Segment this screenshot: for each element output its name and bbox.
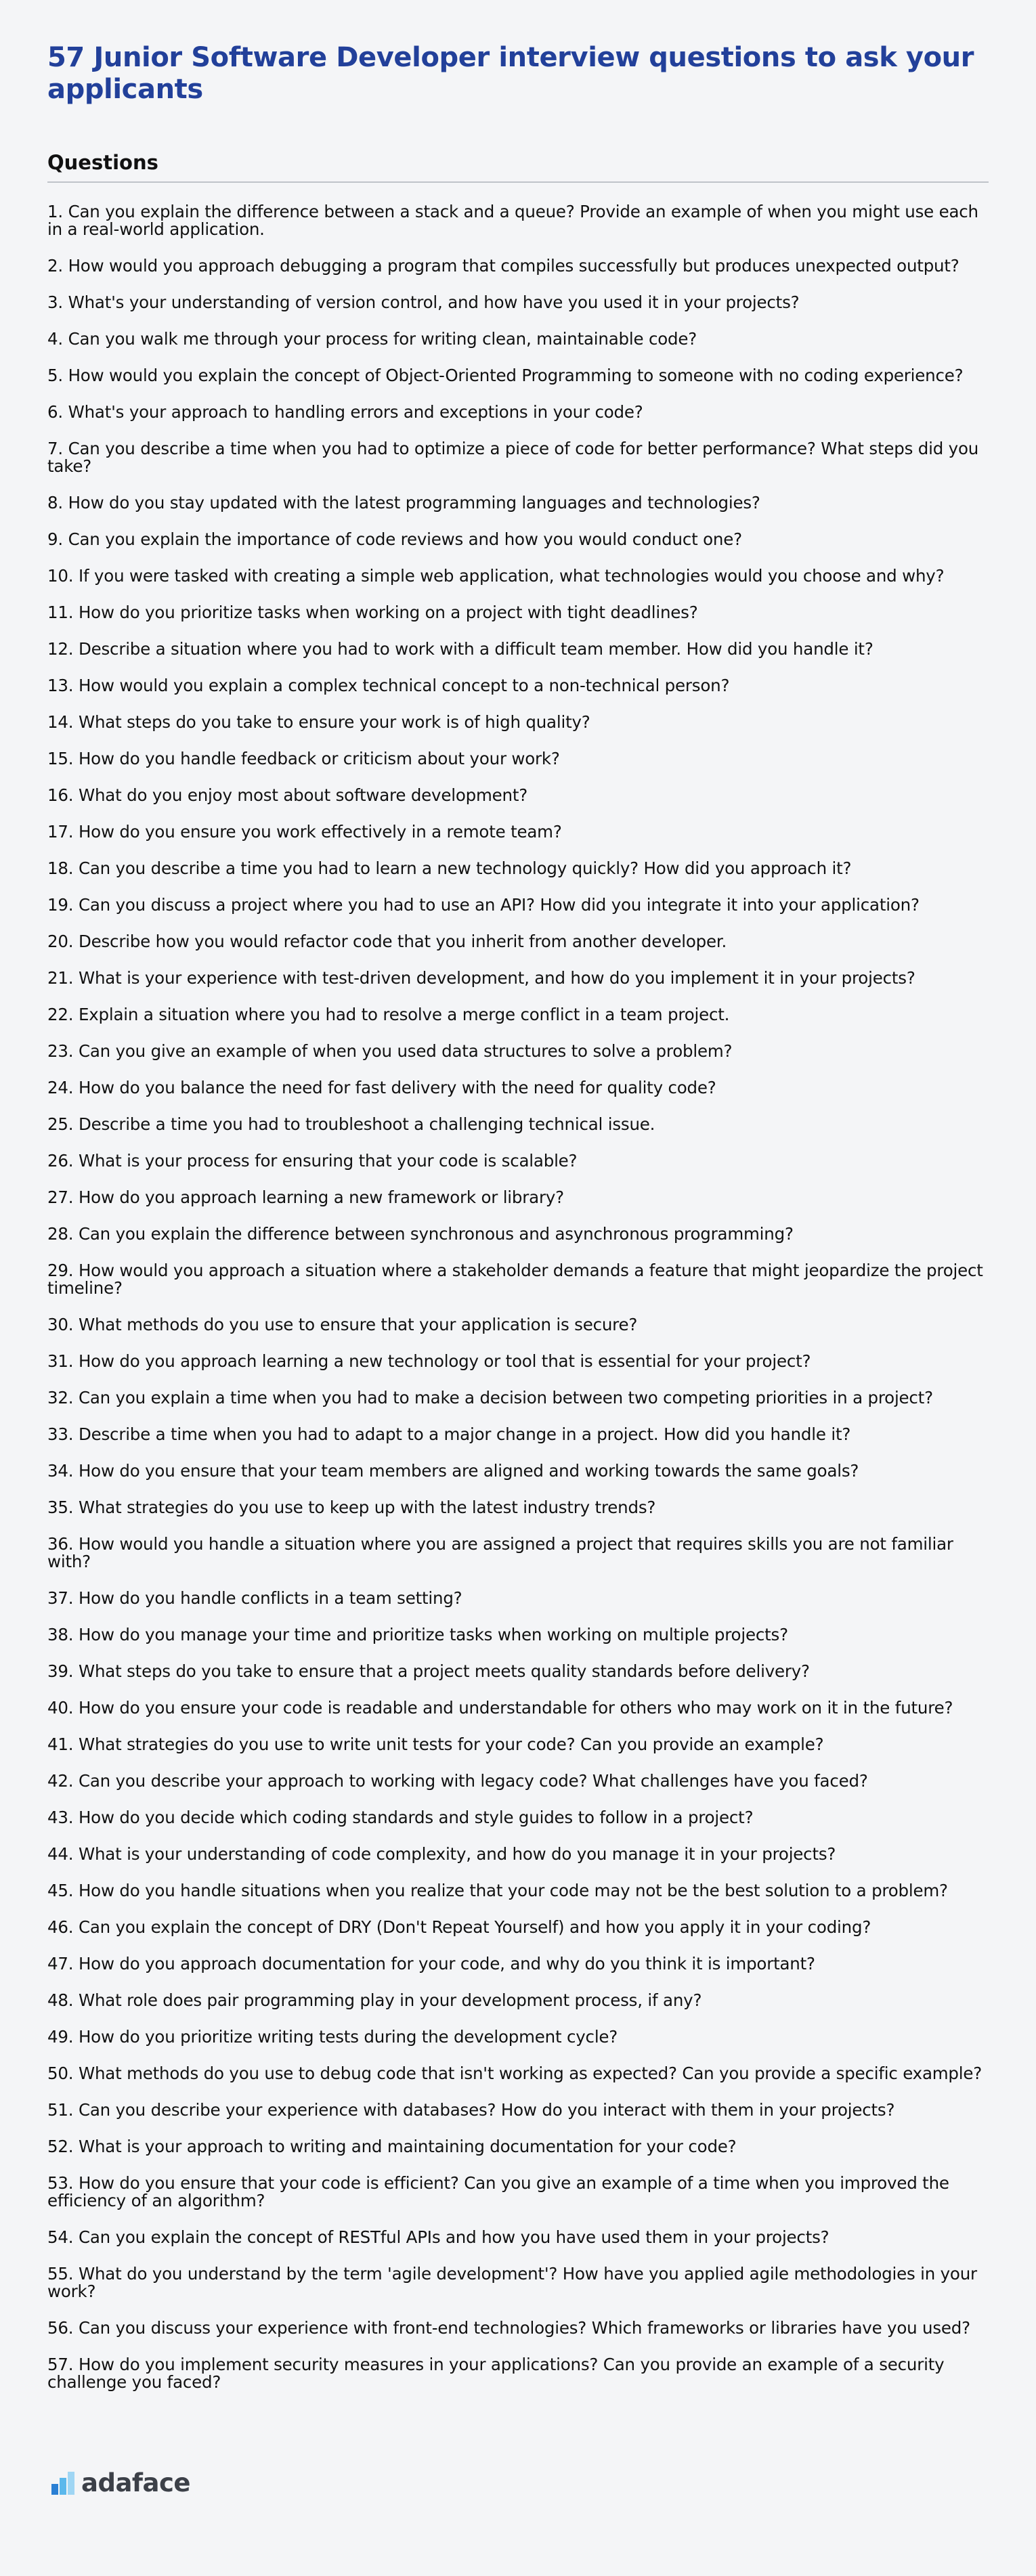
question-item: 46. Can you explain the concept of DRY (Don't Repeat Yourself) and how you apply it in your coding? bbox=[47, 1917, 871, 1937]
question-item: 15. How do you handle feedback or criticism about your work? bbox=[47, 749, 560, 768]
question-item: 54. Can you explain the concept of RESTful APIs and how you have used them in your projects? bbox=[47, 2227, 829, 2247]
question-item: 23. Can you give an example of when you used data structures to solve a problem? bbox=[47, 1041, 733, 1061]
question-item: 43. How do you decide which coding standards and style guides to follow in a project? bbox=[47, 1808, 754, 1827]
question-item: 28. Can you explain the difference between synchronous and asynchronous programming? bbox=[47, 1224, 794, 1244]
question-list bbox=[47, 203, 989, 2391]
question-item: 22. Explain a situation where you had to resolve a merge conflict in a team project. bbox=[47, 1005, 730, 1024]
question-item: 56. Can you discuss your experience with front-end technologies? Which frameworks or libraries have you used? bbox=[47, 2318, 970, 2338]
question-item: 36. How would you handle a situation where you are assigned a project that requires skills you are not familiar with? bbox=[47, 1534, 953, 1571]
question-item: 42. Can you describe your approach to working with legacy code? What challenges have you faced? bbox=[47, 1771, 868, 1791]
question-item: 35. What strategies do you use to keep up with the latest industry trends? bbox=[47, 1498, 656, 1517]
page-title: 57 Junior Software Developer interview questions to ask your applicants bbox=[47, 42, 974, 105]
adaface-logo-icon bbox=[51, 2472, 74, 2495]
question-item: 24. How do you balance the need for fast delivery with the need for quality code? bbox=[47, 1078, 716, 1097]
question-item: 17. How do you ensure you work effectively in a remote team? bbox=[47, 822, 562, 842]
question-item: 16. What do you enjoy most about software development? bbox=[47, 785, 528, 805]
question-item: 11. How do you prioritize tasks when working on a project with tight deadlines? bbox=[47, 603, 698, 622]
question-item: 29. How would you approach a situation where a stakeholder demands a feature that might jeopardize the project timeline? bbox=[47, 1261, 983, 1298]
question-item: 55. What do you understand by the term 'agile development'? How have you applied agile methodologies in your work? bbox=[47, 2264, 977, 2301]
question-item: 53. How do you ensure that your code is efficient? Can you give an example of a time when you improved the efficiency of an algorithm? bbox=[47, 2173, 949, 2210]
question-item: 57. How do you implement security measures in your applications? Can you provide an example of a security challenge you faced? bbox=[47, 2355, 945, 2392]
question-item: 50. What methods do you use to debug code that isn't working as expected? Can you provide a specific example? bbox=[47, 2064, 983, 2083]
question-item: 10. If you were tasked with creating a simple web application, what technologies would you choose and why? bbox=[47, 566, 945, 586]
question-item: 51. Can you describe your experience with databases? How do you interact with them in your projects? bbox=[47, 2100, 895, 2120]
question-item: 4. Can you walk me through your process for writing clean, maintainable code? bbox=[47, 329, 697, 349]
question-item: 27. How do you approach learning a new framework or library? bbox=[47, 1187, 564, 1207]
question-item: 26. What is your process for ensuring that your code is scalable? bbox=[47, 1151, 578, 1171]
question-item: 13. How would you explain a complex technical concept to a non-technical person? bbox=[47, 676, 730, 695]
question-item: 7. Can you describe a time when you had to optimize a piece of code for better performance? What steps did you take? bbox=[47, 439, 979, 476]
question-item: 2. How would you approach debugging a program that compiles successfully but produces unexpected output? bbox=[47, 256, 959, 276]
question-item: 41. What strategies do you use to write unit tests for your code? Can you provide an example? bbox=[47, 1734, 824, 1754]
question-item: 18. Can you describe a time you had to learn a new technology quickly? How did you approach it? bbox=[47, 858, 852, 878]
question-item: 49. How do you prioritize writing tests during the development cycle? bbox=[47, 2027, 618, 2047]
footer-logo[interactable] bbox=[51, 2468, 190, 2497]
question-item: 30. What methods do you use to ensure that your application is secure? bbox=[47, 1315, 638, 1334]
question-item: 12. Describe a situation where you had to work with a difficult team member. How did you handle it? bbox=[47, 639, 873, 659]
question-item: 25. Describe a time you had to troubleshoot a challenging technical issue. bbox=[47, 1114, 655, 1134]
question-item: 40. How do you ensure your code is readable and understandable for others who may work on it in the future? bbox=[47, 1698, 953, 1718]
question-item: 37. How do you handle conflicts in a team setting? bbox=[47, 1588, 462, 1608]
question-item: 5. How would you explain the concept of Object-Oriented Programming to someone with no coding experience? bbox=[47, 366, 964, 385]
question-item: 3. What's your understanding of version control, and how have you used it in your projects? bbox=[47, 292, 800, 312]
question-item: 45. How do you handle situations when you realize that your code may not be the best solution to a problem? bbox=[47, 1881, 948, 1900]
question-item: 9. Can you explain the importance of code reviews and how you would conduct one? bbox=[47, 529, 742, 549]
question-item: 1. Can you explain the difference between a stack and a queue? Provide an example of when you might use each in a real-world application. bbox=[47, 202, 978, 239]
brand-name: adaface bbox=[81, 2468, 191, 2497]
question-item: 39. What steps do you take to ensure that a project meets quality standards before delivery? bbox=[47, 1661, 810, 1681]
question-item: 6. What's your approach to handling errors and exceptions in your code? bbox=[47, 402, 643, 422]
question-item: 31. How do you approach learning a new technology or tool that is essential for your project? bbox=[47, 1351, 811, 1371]
question-item: 48. What role does pair programming play in your development process, if any? bbox=[47, 1990, 702, 2010]
question-item: 44. What is your understanding of code complexity, and how do you manage it in your projects? bbox=[47, 1844, 836, 1864]
question-item: 52. What is your approach to writing and maintaining documentation for your code? bbox=[47, 2137, 737, 2156]
question-item: 33. Describe a time when you had to adapt to a major change in a project. How did you handle it? bbox=[47, 1424, 851, 1444]
question-item: 20. Describe how you would refactor code that you inherit from another developer. bbox=[47, 932, 727, 951]
question-item: 19. Can you discuss a project where you had to use an API? How did you integrate it into your application? bbox=[47, 895, 920, 915]
question-item: 47. How do you approach documentation for your code, and why do you think it is important? bbox=[47, 1954, 815, 1973]
question-item: 8. How do you stay updated with the latest programming languages and technologies? bbox=[47, 493, 760, 512]
question-item: 21. What is your experience with test-driven development, and how do you implement it in your projects? bbox=[47, 968, 915, 988]
section-heading: Questions bbox=[47, 150, 989, 183]
question-item: 14. What steps do you take to ensure your work is of high quality? bbox=[47, 712, 590, 732]
question-item: 38. How do you manage your time and prioritize tasks when working on multiple projects? bbox=[47, 1625, 788, 1644]
question-item: 32. Can you explain a time when you had to make a decision between two competing priorities in a project? bbox=[47, 1388, 933, 1407]
question-item: 34. How do you ensure that your team members are aligned and working towards the same goals? bbox=[47, 1461, 859, 1481]
